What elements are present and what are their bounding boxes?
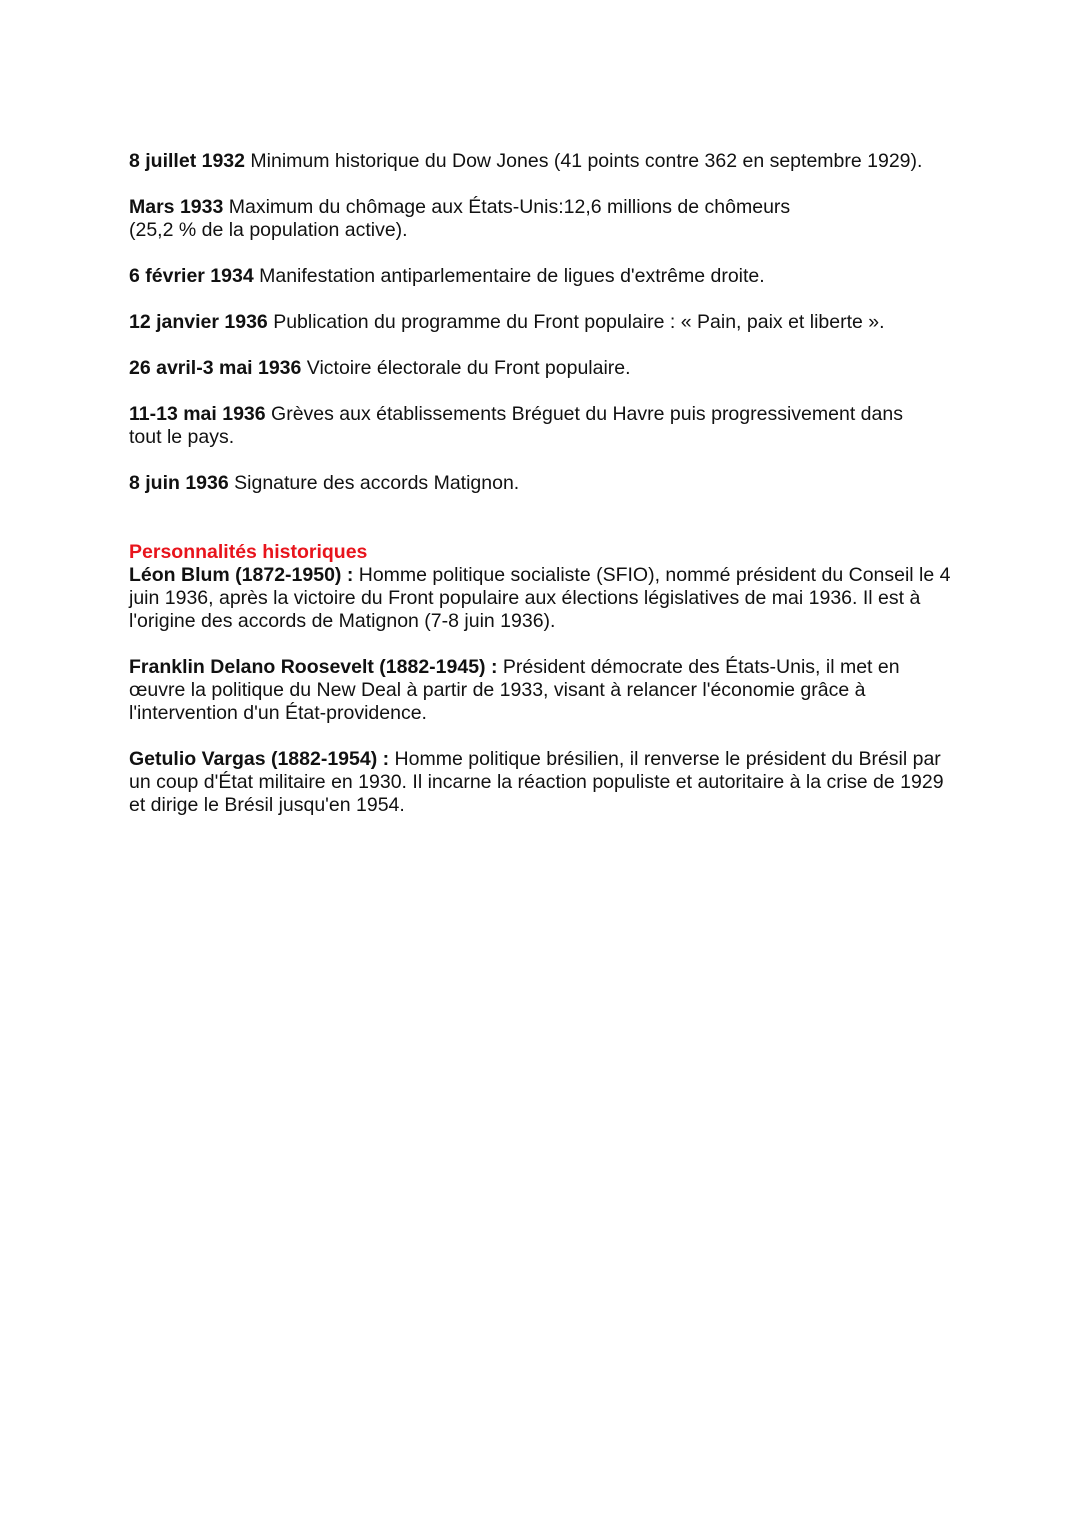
timeline-date: 8 juin 1936	[129, 472, 229, 494]
personality-entry	[129, 748, 959, 817]
timeline-date: 6 février 1934	[129, 265, 254, 287]
personality-description: Président démocrate des États-Unis, il met en œuvre la politique du New Deal à partir de 1933, visant à relancer l'économie grâce à l'intervention d'un État-providence.	[129, 656, 900, 724]
timeline-date: 12 janvier 1936	[129, 311, 268, 333]
timeline-entry	[129, 150, 959, 173]
personality-description: Homme politique socialiste (SFIO), nommé président du Conseil le 4 juin 1936, après la victoire du Front populaire aux élections législatives de mai 1936. Il est à l'origine des accords de Matignon (7-8 juin 1936).	[129, 564, 951, 632]
timeline-text: Minimum historique du Dow Jones (41 points contre 362 en septembre 1929).	[244, 150, 923, 172]
timeline-entry	[129, 196, 959, 242]
timeline-text-continued: (25,2 % de la population active).	[129, 219, 408, 241]
timeline-section	[129, 150, 959, 495]
timeline-entry	[129, 357, 959, 380]
section-title: Personnalités historiques	[129, 541, 368, 563]
personalities-section	[129, 541, 959, 817]
timeline-text: Manifestation antiparlementaire de ligues d'extrême droite.	[253, 265, 765, 287]
personality-name: Getulio Vargas (1882-1954) :	[129, 748, 390, 770]
timeline-entry	[129, 403, 929, 449]
document-page	[129, 150, 959, 840]
timeline-text: Publication du programme du Front populaire : « Pain, paix et liberte ».	[267, 311, 885, 333]
timeline-text: Maximum du chômage aux États-Unis:12,6 millions de chômeurs	[223, 196, 791, 218]
personality-name: Franklin Delano Roosevelt (1882-1945) :	[129, 656, 498, 678]
timeline-date: 26 avril-3 mai 1936	[129, 357, 302, 379]
personality-entry	[129, 656, 929, 725]
timeline-text: Grèves aux établissements Bréguet du Havre puis progressivement dans tout le pays.	[129, 403, 903, 448]
timeline-date: 11-13 mai 1936	[129, 403, 266, 425]
timeline-text: Signature des accords Matignon.	[228, 472, 520, 494]
timeline-date: Mars 1933	[129, 196, 224, 218]
personality-description: Homme politique brésilien, il renverse le président du Brésil par un coup d'État militaire en 1930. Il incarne la réaction populiste et autoritaire à la crise de 1929 et dirige le Brésil jusqu'en 1954.	[129, 748, 944, 816]
personality-entry	[129, 564, 959, 633]
timeline-date: 8 juillet 1932	[129, 150, 245, 172]
personality-name: Léon Blum (1872-1950) :	[129, 564, 354, 586]
timeline-entry	[129, 265, 959, 288]
timeline-text: Victoire électorale du Front populaire.	[301, 357, 631, 379]
timeline-entry	[129, 311, 959, 334]
timeline-entry	[129, 472, 959, 495]
